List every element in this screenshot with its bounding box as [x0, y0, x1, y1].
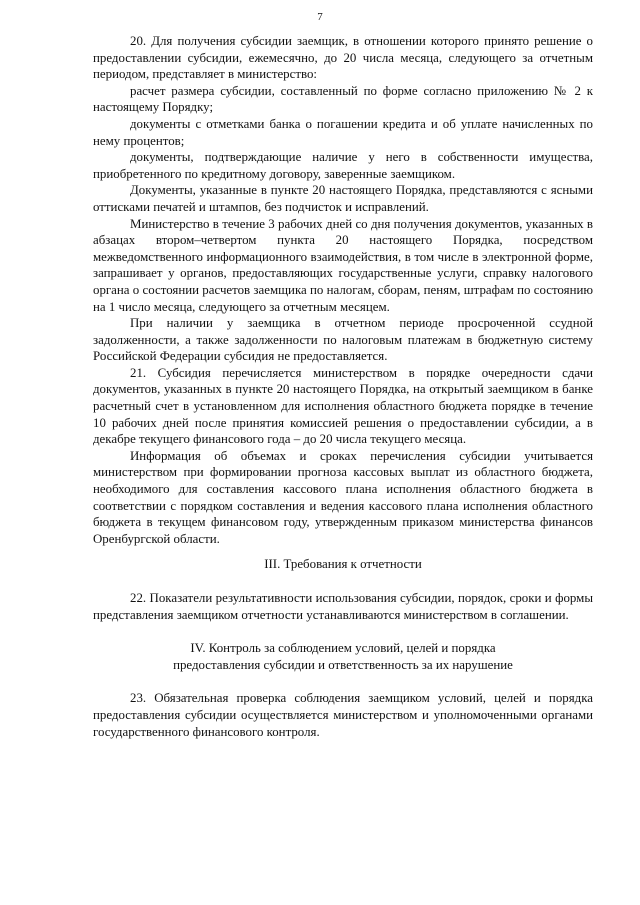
paragraph-21: 21. Субсидия перечисляется министерством в порядке очередности сдачи документов, указанных в пункте 20 настоящего Порядка, на открытый заемщиком в банке расчетный счет в установленном для исполнения областного бюджета порядке в течение 10 рабочих дней после принятия комиссией решения о предоставлении субсидии, а в декабре текущего финансового года – до 20 числа текущего месяца.	[93, 365, 593, 447]
paragraph-ministry-request: Министерство в течение 3 рабочих дней со дня получения документов, указанных в абзацах втором–четвертом пункта 20 настоящего Порядка, посредством межведомственного информационного взаимодействия, в том числе в электронной форме, запрашивает у органов, предоставляющих государственные услуги, справку налогового органа о состоянии расчетов заемщика по налогам, сборам, пеням, штрафам по состоянию на 1 число месяца, следующего за отчетным месяцем.	[93, 216, 593, 314]
paragraph-22: 22. Показатели результативности использования субсидии, порядок, сроки и формы представления заемщиком отчетности устанавливаются министерством в соглашении.	[93, 591, 593, 622]
paragraph-20-item-calculation: расчет размера субсидии, составленный по форме согласно приложению № 2 к настоящему Порядку;	[93, 83, 593, 115]
section-4-heading-line1: IV. Контроль за соблюдением условий, целей и порядка	[190, 641, 496, 656]
paragraph-20: 20. Для получения субсидии заемщик, в отношении которого принято решение о предоставлении субсидии, ежемесячно, до 20 числа месяца, следующего за отчетным периодом, представляет в министерство:	[93, 34, 593, 82]
paragraph-23: 23. Обязательная проверка соблюдения заемщиком условий, целей и порядка предоставления субсидии осуществляется министерством и уполномоченными органами государственного финансового контроля.	[93, 691, 593, 739]
paragraph-debt-condition: При наличии у заемщика в отчетном периоде просроченной ссудной задолженности, а также задолженности по налоговым платежам в бюджетную систему Российской Федерации субсидия не предоставляется.	[93, 316, 593, 364]
section-4-heading-line2: предоставления субсидии и ответственность за их нарушение	[173, 657, 513, 672]
document-body	[93, 33, 593, 740]
section-4-heading	[93, 640, 593, 673]
paragraph-20-item-ownership-documents: документы, подтверждающие наличие у него в собственности имущества, приобретенного по кредитному договору, заверенные заемщиком.	[93, 150, 593, 181]
paragraph-20-item-bank-documents: документы с отметками банка о погашении кредита и об уплате начисленных по нему процентов;	[93, 116, 593, 148]
section-3-heading: III. Требования к отчетности	[264, 557, 422, 572]
paragraph-cash-forecast: Информация об объемах и сроках перечисления субсидии учитывается министерством при формировании прогноза кассовых выплат из областного бюджета, необходимого для составления кассового плана исполнения областного бюджета в соответствии с порядком составления и ведения кассового плана исполнения областного бюджета в текущем финансовом году, утвержденным приказом министерства финансов Оренбургской области.	[93, 448, 593, 546]
page-number: 7	[317, 11, 323, 23]
paragraph-documents-requirements: Документы, указанные в пункте 20 настоящего Порядка, представляются с ясными оттисками печатей и штампов, без подчисток и исправлений.	[93, 183, 593, 214]
